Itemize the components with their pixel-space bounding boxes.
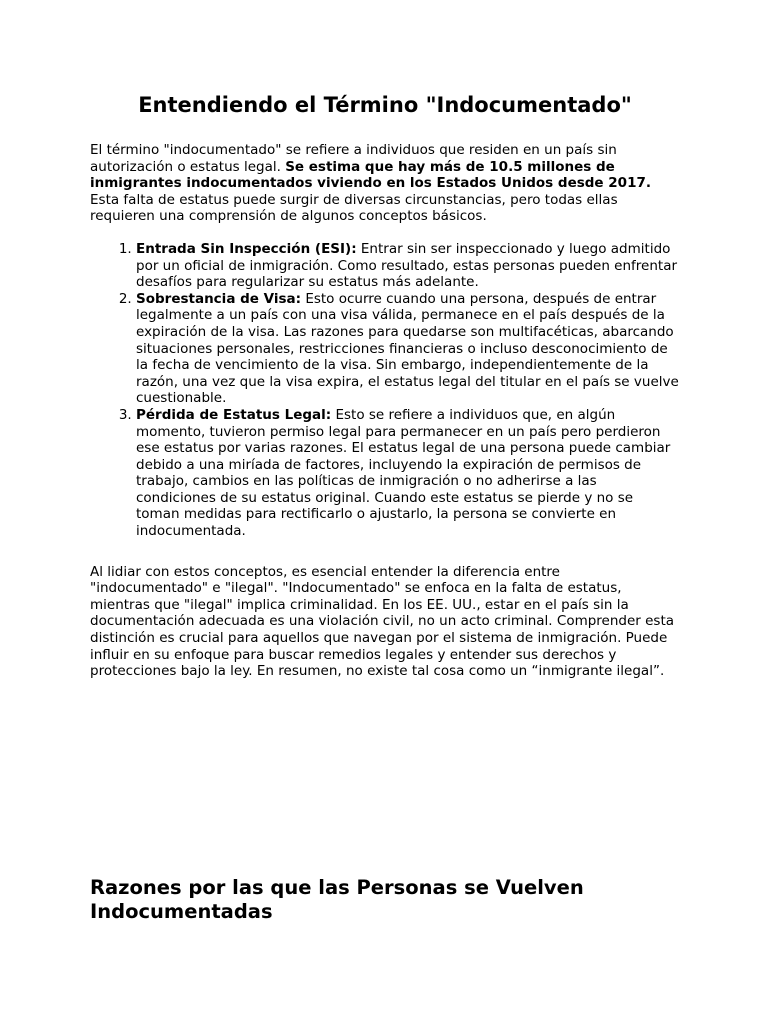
concepts-list [90, 241, 680, 540]
intro-bold-statistic: Se estima que hay más de 10.5 millones de inmigrantes indocumentados viviendo en los Estados Unidos desde 2017. [90, 158, 651, 192]
section-heading: Razones por las que las Personas se Vuelven Indocumentadas [90, 876, 584, 923]
intro-rest-text: Esta falta de estatus puede surgir de diversas circunstancias, pero todas ellas requieren una comprensión de algunos conceptos básicos. [90, 191, 618, 225]
list-item [136, 241, 680, 291]
concept-description: Esto ocurre cuando una persona, después de entrar legalmente a un país con una visa válida, permanece en el país después de la expiración de la visa. Las razones para quedarse son multifacéticas, abarcando situaciones personales, restricciones financieras o incluso desconocimiento de la fecha de vencimiento de la visa. Sin embargo, independientemente de la razón, una vez que la visa expira, el estatus legal del titular en el país se vuelve cuestionable. [136, 290, 679, 407]
intro-lead-text: El término "indocumentado" se refiere a individuos que residen en un país sin autorización o estatus legal. [90, 142, 617, 175]
concept-term: Sobrestancia de Visa: [136, 290, 302, 307]
document-body [90, 90, 680, 680]
concept-term: Pérdida de Estatus Legal: [136, 406, 332, 423]
closing-paragraph: Al lidiar con estos conceptos, es esencial entender la diferencia entre "indocumentado" e "ilegal". "Indocumentado" se enfoca en la falta de estatus, mientras que "ilegal" implica criminalidad. En los EE. UU., estar en el país sin la documentación adecuada es una violación civil, no un acto criminal. Comprender esta distinción es crucial para aquellos que navegan por el sistema de inmigración. Puede influir en su enfoque para buscar remedios legales y entender sus derechos y protecciones bajo la ley. En resumen, no existe tal cosa como un “inmigrante ilegal”. [90, 563, 675, 680]
list-item [136, 291, 680, 407]
concept-description: Entrar sin ser inspeccionado y luego admitido por un oficial de inmigración. Como resultado, estas personas pueden enfrentar desafíos para regularizar su estatus más adelante. [136, 240, 678, 291]
concept-description: Esto se refiere a individuos que, en algún momento, tuvieron permiso legal para permanecer en un país pero perdieron ese estatus por varias razones. El estatus legal de una persona puede cambiar debido a una miríada de factores, incluyendo la expiración de permisos de trabajo, cambios en las políticas de inmigración o no adherirse a las condiciones de su estatus original. Cuando este estatus se pierde y no se toman medidas para rectificarlo o ajustarlo, la persona se convierte en indocumentada. [136, 406, 671, 540]
concept-term: Entrada Sin Inspección (ESI): [136, 240, 357, 257]
page-title: Entendiendo el Término "Indocumentado" [138, 93, 632, 117]
intro-paragraph [90, 142, 680, 225]
list-item [136, 407, 680, 540]
